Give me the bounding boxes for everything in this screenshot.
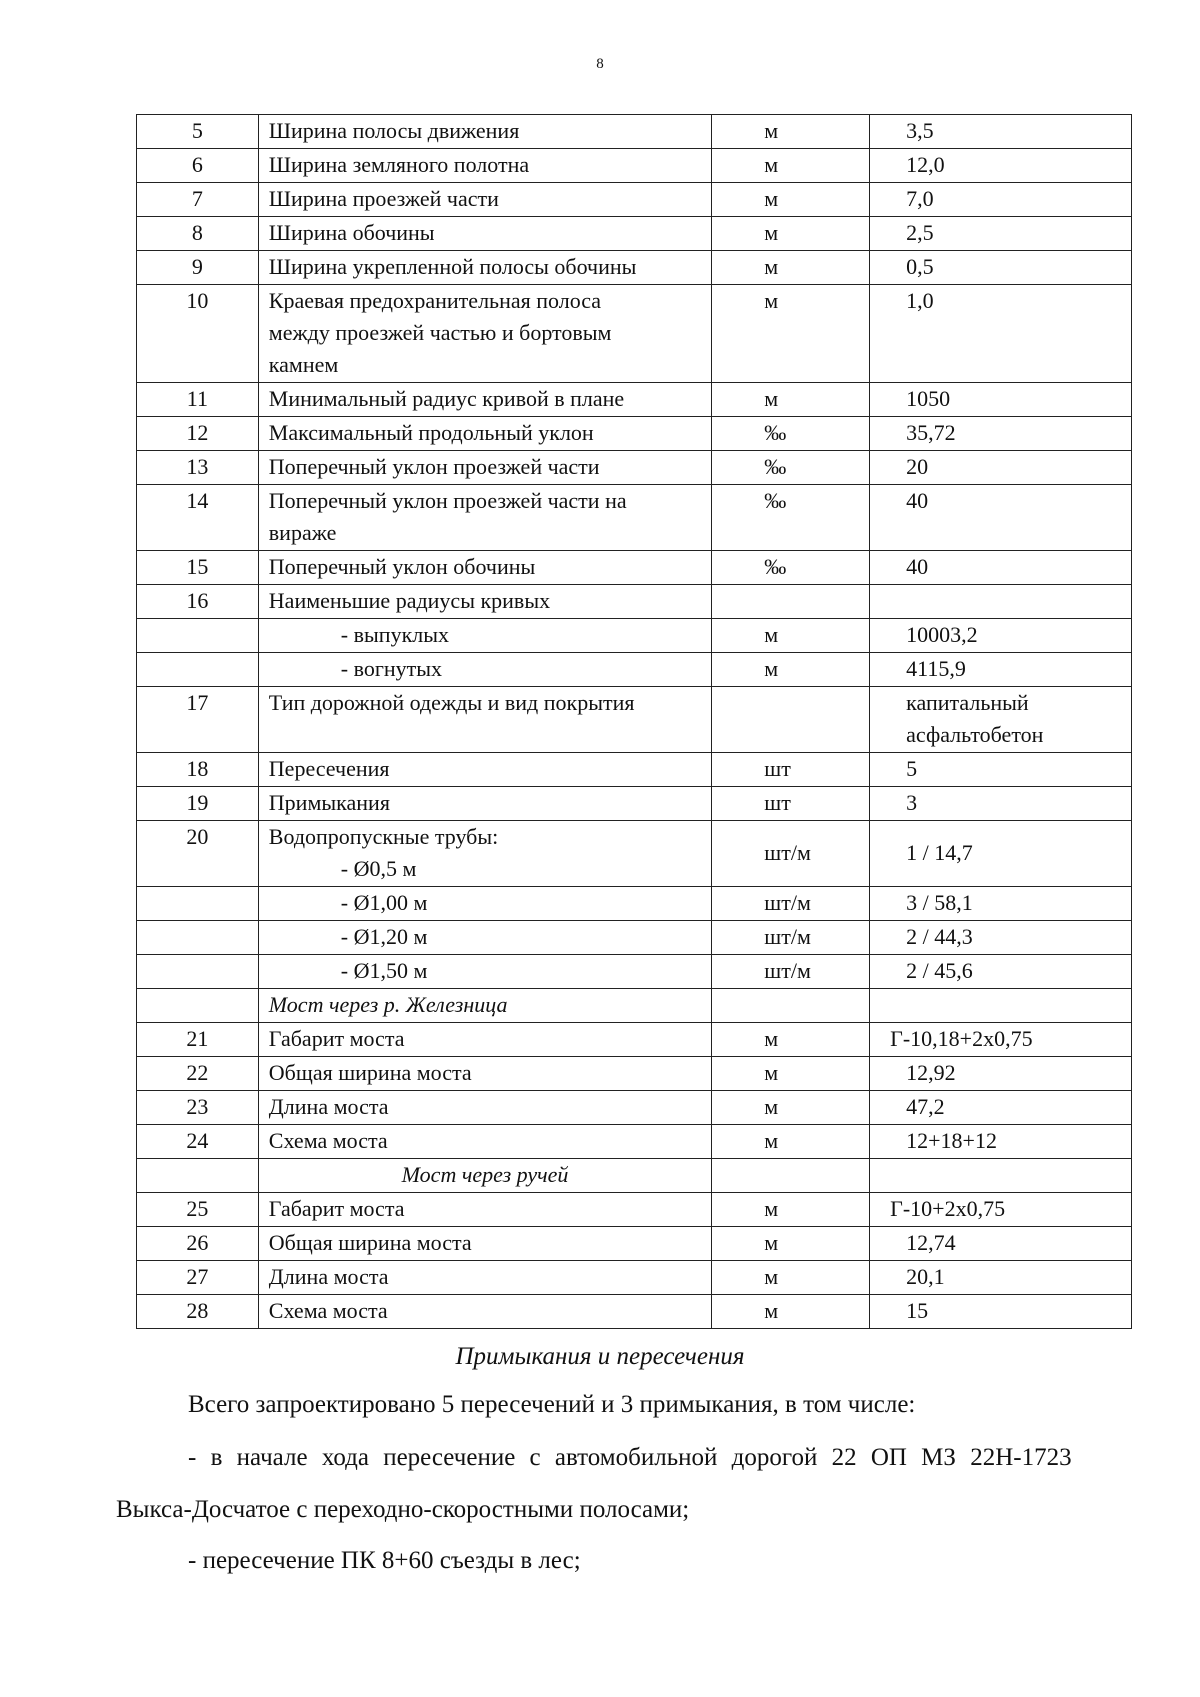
row-unit: м [712,217,870,251]
row-number: 9 [137,251,259,285]
section-heading: Примыкания и пересечения [455,1343,745,1370]
row-number: 25 [137,1193,259,1227]
row-number [137,619,259,653]
row-name: Габарит моста [258,1023,711,1057]
row-name: Общая ширина моста [258,1057,711,1091]
row-name-line: камнем [268,352,339,377]
row-name-line: между проезжей частью и бортовым [268,320,612,345]
row-number: 5 [137,115,259,149]
row-value: 4115,9 [870,653,1132,687]
table-row [137,1193,1132,1227]
table-row [137,1125,1132,1159]
row-value: 3 / 58,1 [870,887,1132,921]
row-name: - вогнутых [258,653,711,687]
row-value: 5 [870,753,1132,787]
row-unit [712,1159,870,1193]
row-name [258,485,711,551]
row-number: 13 [137,451,259,485]
table-row [137,217,1132,251]
row-unit: м [712,251,870,285]
row-unit: м [712,285,870,383]
row-unit: м [712,1091,870,1125]
table-row [137,1091,1132,1125]
row-value: 35,72 [870,417,1132,451]
row-value-line: капитальный [906,690,1029,715]
row-number: 11 [137,383,259,417]
table-row [137,585,1132,619]
row-name: Ширина укрепленной полосы обочины [258,251,711,285]
row-name: - выпуклых [258,619,711,653]
row-number: 26 [137,1227,259,1261]
row-unit: м [712,383,870,417]
row-name: Ширина обочины [258,217,711,251]
row-unit: шт [712,787,870,821]
row-unit [712,687,870,753]
row-value [870,1159,1132,1193]
row-value: 20,1 [870,1261,1132,1295]
row-value: 2 / 44,3 [870,921,1132,955]
table-row [137,417,1132,451]
row-value [870,585,1132,619]
row-value [870,687,1132,753]
row-value: 40 [870,485,1132,551]
row-name: Минимальный радиус кривой в плане [258,383,711,417]
row-name: Максимальный продольный уклон [258,417,711,451]
row-number: 20 [137,821,259,887]
row-unit: шт [712,753,870,787]
table-row [137,787,1132,821]
table-row [137,183,1132,217]
row-unit: м [712,1193,870,1227]
row-number: 8 [137,217,259,251]
row-number: 12 [137,417,259,451]
row-unit: м [712,1023,870,1057]
row-name-line: Водопропускные трубы: [268,824,499,849]
row-value: 7,0 [870,183,1132,217]
row-unit: шт/м [712,955,870,989]
table-row [137,989,1132,1023]
row-name: Длина моста [258,1261,711,1295]
row-value: 0,5 [870,251,1132,285]
row-unit: ‰ [712,417,870,451]
row-number: 15 [137,551,259,585]
table-row [137,887,1132,921]
table-row [137,383,1132,417]
specifications-table [136,114,1132,1329]
row-number: 24 [137,1125,259,1159]
row-unit: ‰ [712,551,870,585]
row-unit: м [712,1125,870,1159]
row-number: 21 [137,1023,259,1057]
row-number: 7 [137,183,259,217]
row-value: 12,74 [870,1227,1132,1261]
row-name: Габарит моста [258,1193,711,1227]
row-value: 12,0 [870,149,1132,183]
row-unit: м [712,653,870,687]
row-value: 1 / 14,7 [870,821,1132,887]
table-row [137,955,1132,989]
row-unit [712,585,870,619]
row-number [137,955,259,989]
table-row [137,285,1132,383]
row-name: Тип дорожной одежды и вид покрытия [258,687,711,753]
row-name: Схема моста [258,1295,711,1329]
table-row [137,451,1132,485]
row-name: Схема моста [258,1125,711,1159]
row-unit: м [712,183,870,217]
row-value: 15 [870,1295,1132,1329]
row-number [137,921,259,955]
paragraph-continuation: Выкса-Досчатое с переходно-скоростными полосами; [116,1496,690,1523]
row-unit: м [712,115,870,149]
row-name: Пересечения [258,753,711,787]
row-number: 28 [137,1295,259,1329]
row-number: 14 [137,485,259,551]
row-value: 1,0 [870,285,1132,383]
row-name-line: Краевая предохранительная полоса [268,288,602,313]
page-number: 8 [596,56,604,72]
row-number: 19 [137,787,259,821]
table-row [137,1261,1132,1295]
row-value: 2,5 [870,217,1132,251]
row-number: 18 [137,753,259,787]
table-row [137,619,1132,653]
row-value: 47,2 [870,1091,1132,1125]
row-unit: м [712,1261,870,1295]
row-value: 10003,2 [870,619,1132,653]
table-row [137,1227,1132,1261]
row-name: Ширина полосы движения [258,115,711,149]
table-row [137,1159,1132,1193]
row-unit: шт/м [712,887,870,921]
row-name-line: Поперечный уклон проезжей части на [268,488,627,513]
row-name: Примыкания [258,787,711,821]
row-unit [712,989,870,1023]
row-value: 20 [870,451,1132,485]
row-number [137,887,259,921]
row-name: Длина моста [258,1091,711,1125]
row-value: 2 / 45,6 [870,955,1132,989]
row-value: Г-10+2х0,75 [870,1193,1132,1227]
row-unit: м [712,149,870,183]
row-unit: м [712,1227,870,1261]
row-number [137,653,259,687]
table-row [137,485,1132,551]
table-row [137,753,1132,787]
paragraph: - пересечение ПК 8+60 съезды в лес; [188,1547,581,1574]
row-value: 40 [870,551,1132,585]
row-number: 10 [137,285,259,383]
row-unit: ‰ [712,485,870,551]
table-row [137,653,1132,687]
row-number: 6 [137,149,259,183]
row-name-line: вираже [268,520,337,545]
row-name: Поперечный уклон обочины [258,551,711,585]
table-row [137,821,1132,887]
row-name: Мост через ручей [258,1159,711,1193]
row-unit: шт/м [712,921,870,955]
row-name: Мост через р. Железница [258,989,711,1023]
table-row [137,1295,1132,1329]
row-name: Наименьшие радиусы кривых [258,585,711,619]
paragraph: Всего запроектировано 5 пересечений и 3 примыкания, в том числе: [188,1391,916,1418]
row-name: Ширина проезжей части [258,183,711,217]
row-unit: м [712,619,870,653]
table-row [137,115,1132,149]
table-row [137,251,1132,285]
row-value [870,989,1132,1023]
row-name [258,285,711,383]
table-row [137,921,1132,955]
row-name [258,821,711,887]
row-value: 12,92 [870,1057,1132,1091]
row-unit: шт/м [712,821,870,887]
table-row [137,149,1132,183]
row-unit: м [712,1057,870,1091]
table-row [137,1057,1132,1091]
row-name: - Ø1,20 м [258,921,711,955]
row-number: 16 [137,585,259,619]
row-name: - Ø1,00 м [258,887,711,921]
paragraph: - в начале хода пересечение с автомобильной дорогой 22 ОП МЗ 22Н-1723 [188,1444,1072,1471]
row-number [137,1159,259,1193]
row-name: - Ø1,50 м [258,955,711,989]
row-value: 12+18+12 [870,1125,1132,1159]
row-name: Ширина земляного полотна [258,149,711,183]
table-row [137,551,1132,585]
row-unit: м [712,1295,870,1329]
row-number: 27 [137,1261,259,1295]
row-number: 22 [137,1057,259,1091]
row-number [137,989,259,1023]
row-value: 3,5 [870,115,1132,149]
row-value: 3 [870,787,1132,821]
row-value-line: асфальтобетон [906,722,1044,747]
row-number: 23 [137,1091,259,1125]
row-number: 17 [137,687,259,753]
row-value: Г-10,18+2х0,75 [870,1023,1132,1057]
row-name-line: - Ø0,5 м [340,856,417,881]
row-value: 1050 [870,383,1132,417]
table-row [137,687,1132,753]
row-name: Общая ширина моста [258,1227,711,1261]
row-name: Поперечный уклон проезжей части [258,451,711,485]
table-row [137,1023,1132,1057]
row-unit: ‰ [712,451,870,485]
